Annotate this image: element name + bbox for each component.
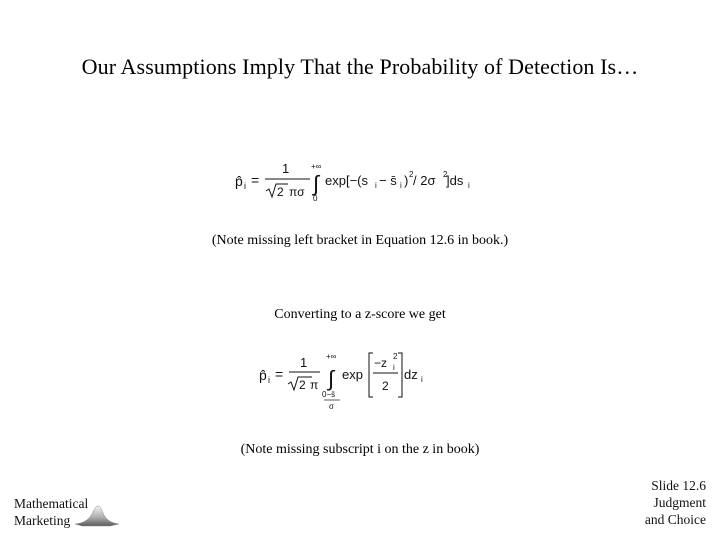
eq2-integral: ∫ — [328, 366, 335, 391]
eq2-left-bracket — [369, 353, 373, 397]
eq2-lhs: p̂ — [259, 367, 267, 383]
eq2-num-sq: 2 — [393, 352, 398, 361]
eq1-body-e: ]ds — [446, 173, 464, 188]
eq1-lhs: p̂ — [235, 173, 243, 189]
note-missing-bracket: (Note missing left bracket in Equation 12.6 in book.) — [211, 233, 509, 248]
eq2-den-two: 2 — [299, 378, 306, 392]
eq2-upper-limit: +∞ — [326, 352, 337, 361]
converting-text: Converting to a z-score we get — [274, 307, 446, 322]
footer-slide-info — [645, 477, 706, 528]
eq2-dz: dz — [404, 367, 418, 382]
eq2-exp: exp — [342, 367, 363, 382]
eq1-sq-1: 2 — [409, 170, 414, 179]
footer-course-line1: Mathematical — [14, 496, 89, 511]
eq1-integral: ∫ — [313, 171, 320, 196]
footer-course-line2: Marketing — [14, 513, 71, 528]
eq1-numerator: 1 — [282, 161, 290, 176]
eq1-body-c: ) — [404, 173, 409, 188]
eq2-dz-sub: i — [421, 375, 423, 384]
eq1-body-d: / 2σ — [413, 173, 436, 188]
eq2-den-pi: π — [310, 378, 319, 392]
eq1-sub-2: i — [400, 181, 402, 190]
eq2-equals: = — [275, 366, 284, 382]
eq2-lhs-sub: i — [268, 375, 270, 385]
equation-detection-probability — [232, 160, 482, 204]
equation-z-score — [256, 350, 436, 412]
eq1-sub-3: i — [468, 181, 470, 190]
eq2-num-sub: i — [393, 363, 395, 372]
slide-title: Our Assumptions Imply That the Probability of Detection Is… — [81, 54, 639, 79]
eq2-lower-limit: 0−s̄ — [322, 390, 336, 399]
eq1-upper-limit: +∞ — [311, 162, 322, 171]
eq1-body-b: − s̄ — [379, 173, 397, 188]
eq2-num: −z — [374, 356, 388, 370]
eq1-lower-limit: 0 — [313, 194, 318, 203]
slide-number: Slide 12.6 — [651, 478, 706, 493]
eq1-body-a: exp[−(s — [325, 173, 368, 188]
eq2-right-bracket — [398, 353, 402, 397]
eq2-lower-den: σ — [329, 402, 334, 411]
eq2-numerator: 1 — [300, 355, 308, 370]
eq1-den-pisigma: πσ — [289, 185, 305, 199]
footer-chapter-line1: Judgment — [653, 495, 706, 510]
eq1-sub-1: i — [375, 181, 377, 190]
eq1-sq-2: 2 — [443, 170, 448, 179]
eq1-lhs-sub: i — [244, 181, 246, 191]
eq2-den: 2 — [382, 379, 389, 393]
eq1-equals: = — [251, 172, 260, 188]
note-missing-subscript: (Note missing subscript i on the z in book) — [240, 442, 480, 457]
bell-curve-logo-icon — [74, 500, 120, 533]
footer-chapter-line2: and Choice — [644, 512, 706, 527]
eq1-den-two: 2 — [277, 185, 284, 199]
